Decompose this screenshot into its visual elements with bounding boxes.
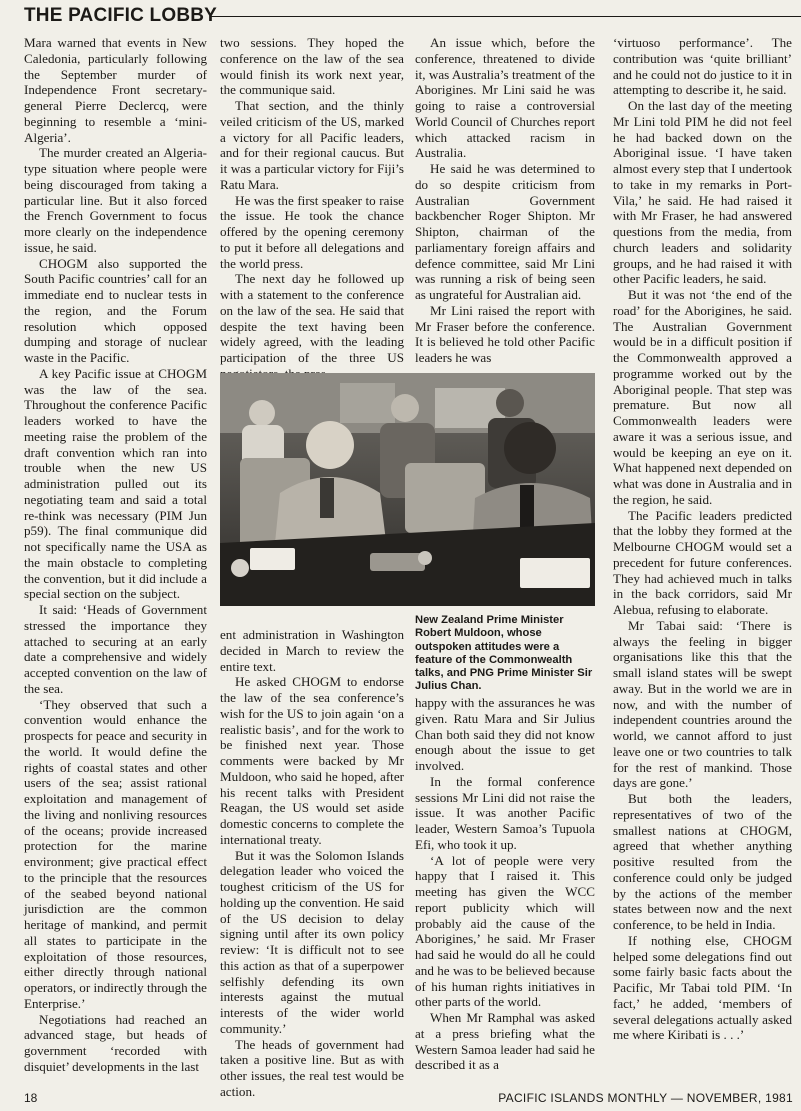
paragraph: The Pacific leaders predicted that the lobby they formed at the Melbourne CHOGM would set a precedent for future conferences. They had achieved much in talks in the back corridors, said Mr Alebua, refusing to elaborate. (613, 507, 792, 617)
paragraph: If nothing else, CHOGM helped some delegations find out some fairly basic facts about the Pacific, Mr Tabai told PIM. ‘In fact,’ he added, ‘members of several delegations actually asked me where Kiribati is . . .’ (613, 932, 792, 1043)
paragraph: But it was not ‘the end of the road’ for the Aborigines, he said. The Australian Government would be in a difficult position if the Commonwealth approved a programme worked out by the Aboriginal people. That step was premature. But now all Commonwealth leaders were aware it was a serious issue, and would be keeping an eye on it. What happened next depended on what was done in Australia and in the region, he said. (613, 287, 792, 507)
paragraph: two sessions. They hoped the conference on the law of the sea would finish its work next year, the communique said. (220, 35, 404, 98)
paragraph: Mara warned that events in New Caledonia, particularly following the September murder of Independence Front secretary-general Pierre Declercq, were beginning to resemble a ‘mini-Algeria’. (24, 35, 207, 145)
article-column-3-top (415, 35, 595, 366)
paragraph: On the last day of the meeting Mr Lini told PIM he did not feel he had backed down on the Aboriginal issue. ‘I have taken almost every step that I undertook to take in my remarks in Port-Vila,’ he said. He had raised it with Mr Fraser, he had answered questions from the media, from church leaders and solidarity groups, and he had raised it with other Pacific leaders, he said. (613, 98, 792, 287)
paragraph: But it was the Solomon Islands delegation leader who voiced the toughest criticism of the US for holding up the convention. He said of the US decision to delay signing until after its own policy review: ‘It is difficult not to see this action as that of a superpower selfishly defending its own interests against the mutual interests of the wider world community.’ (220, 847, 404, 1036)
paragraph: In the formal conference sessions Mr Lini did not raise the issue. It was another Pacific leader, Western Samoa’s Tupuola Efi, who took it up. (415, 773, 595, 852)
paragraph: Mr Tabai said: ‘There is always the feeling in bigger organisations like this that the small island states will be swept away. But in the world we are in now, and with the number of independent countries around the world, we cannot afford to just leave one or two countries to talk for the rest of mankind. Those days are gone.’ (613, 617, 792, 791)
paragraph: Negotiations had reached an advanced stage, but heads of government ‘recorded with disquiet’ developments in the last (24, 1011, 207, 1074)
paragraph: He was the first speaker to raise the issue. He took the chance offered by the opening ceremony to put it before all delegations and the world press. (220, 192, 404, 271)
paragraph: ent administration in Washington decided in March to review the entire text. (220, 627, 404, 674)
paragraph: The murder created an Algeria-type situation where people were being discouraged from taking a particular line. But it also forced the French Government to focus more clearly on the independence issue, he said. (24, 145, 207, 255)
title-rule (210, 16, 801, 17)
article-column-2-bottom (220, 627, 404, 1100)
paragraph: He said he was determined to do so despite criticism from Australian Government backbencher Roger Shipton. Mr Shipton, chairman of the parliamentary foreign affairs and defence committee, said Mr Lini was running a risk of being seen as ungrateful for Australian aid. (415, 161, 595, 302)
conference-photo (220, 373, 595, 606)
paragraph: ‘They observed that such a convention would enhance the prospects for peace and security in the world. It would define the rights of coastal states and other users of the sea; assist rational exploitation and management of the living and nonliving resources of the oceans; provide increased protection for the marine environment; give practical effect to the principle that the resources of the seabed beyond national jurisdiction are the common heritage of mankind, and permit all states to participate in the exploitation of those resources, either directly through national operators, or indirectly through the Enterprise.’ (24, 696, 207, 1011)
article-column-2-top (220, 35, 404, 382)
paragraph: That section, and the thinly veiled criticism of the US, marked a victory for all Pacific leaders, and for their regional caucus. But it was a particular victory for Fiji’s Ratu Mara. (220, 98, 404, 192)
paragraph: The next day he followed up with a statement to the conference on the law of the sea. He said that despite the text having been widely agreed, with the leading participation of the three US (220, 271, 404, 365)
section-title: THE PACIFIC LOBBY (24, 5, 218, 26)
paragraph: When Mr Ramphal was asked at a press briefing what the Western Samoa leader had said he described it as a (415, 1010, 595, 1073)
paragraph: An issue which, before the conference, threatened to divide it, was Australia’s treatment of the Aborigines. Mr Lini said he was going to raise a controversial World Council of Churches report which attacked racism in Australia. (415, 35, 595, 161)
paragraph: ‘A lot of people were very happy that I raised it. This meeting has given the WCC report publicity which will probably aid the cause of the Aborigines,’ he said. Mr Fraser had said he would do all he could and he was to be believed because of his human rights initiatives in other parts of the world. (415, 852, 595, 1010)
article-column-1 (24, 35, 207, 1075)
paragraph: happy with the assurances he was given. Ratu Mara and Sir Julius Chan both said they did not know enough about the issue to get involved. (415, 695, 595, 773)
paragraph: ‘virtuoso performance’. The contribution was ‘quite brilliant’ and he could not do justice to it in attempting to describe it, he said. (613, 35, 792, 98)
paragraph: It said: ‘Heads of Government stressed the importance they attached to securing at an early date a comprehensive and widely accepted convention on the law of the sea. (24, 602, 207, 696)
paragraph: A key Pacific issue at CHOGM was the law of the sea. Throughout the conference Pacific leaders worked to have the meeting raise the problem of the draft convention which ran into trouble when the new US administration pulled out its negotiating team and said a total re-think was necessary (PIM Jun p59). The final communique did not specifically name the USA as the main obstacle to completing the convention, but it did include a special section on the subject. (24, 365, 207, 602)
photo-caption: New Zealand Prime Minister Robert Muldoon, whose outspoken attitudes were a feature of the Commonwealth talks, and PNG Prime Minister Sir Julius Chan. (415, 614, 593, 693)
paragraph: But both the leaders, representatives of two of the smallest nations at CHOGM, agreed that whether anything positive resulted from the conference could only be judged by the actions of the member states between now and the next conference, to be held in India. (613, 791, 792, 932)
article-column-4 (613, 35, 792, 1043)
article-column-3-bottom (415, 695, 595, 1073)
paragraph: He asked CHOGM to endorse the law of the sea conference’s wish for the US to join again ‘on a realistic basis’, and for the work to be finished next year. Those comments were backed by Mr Muldoon, who said he hoped, after his recent talks with President Reagan, the US would set aside domestic concerns to complete the international treaty. (220, 674, 404, 847)
magazine-footer: PACIFIC ISLANDS MONTHLY — NOVEMBER, 1981 (498, 1091, 793, 1105)
paragraph: CHOGM also supported the South Pacific countries’ call for an immediate end to nuclear tests in the region, and the Forum resolution which opposed dumping and storage of nuclear waste in the Pacific. (24, 255, 207, 365)
paragraph: The heads of government had taken a positive line. But as with other issues, the real test would be action. (220, 1036, 404, 1099)
page-number: 18 (24, 1091, 38, 1105)
paragraph: Mr Lini raised the report with Mr Fraser before the conference. It is believed he told other Pacific leaders he was (415, 302, 595, 365)
photo-illustration (220, 373, 595, 606)
